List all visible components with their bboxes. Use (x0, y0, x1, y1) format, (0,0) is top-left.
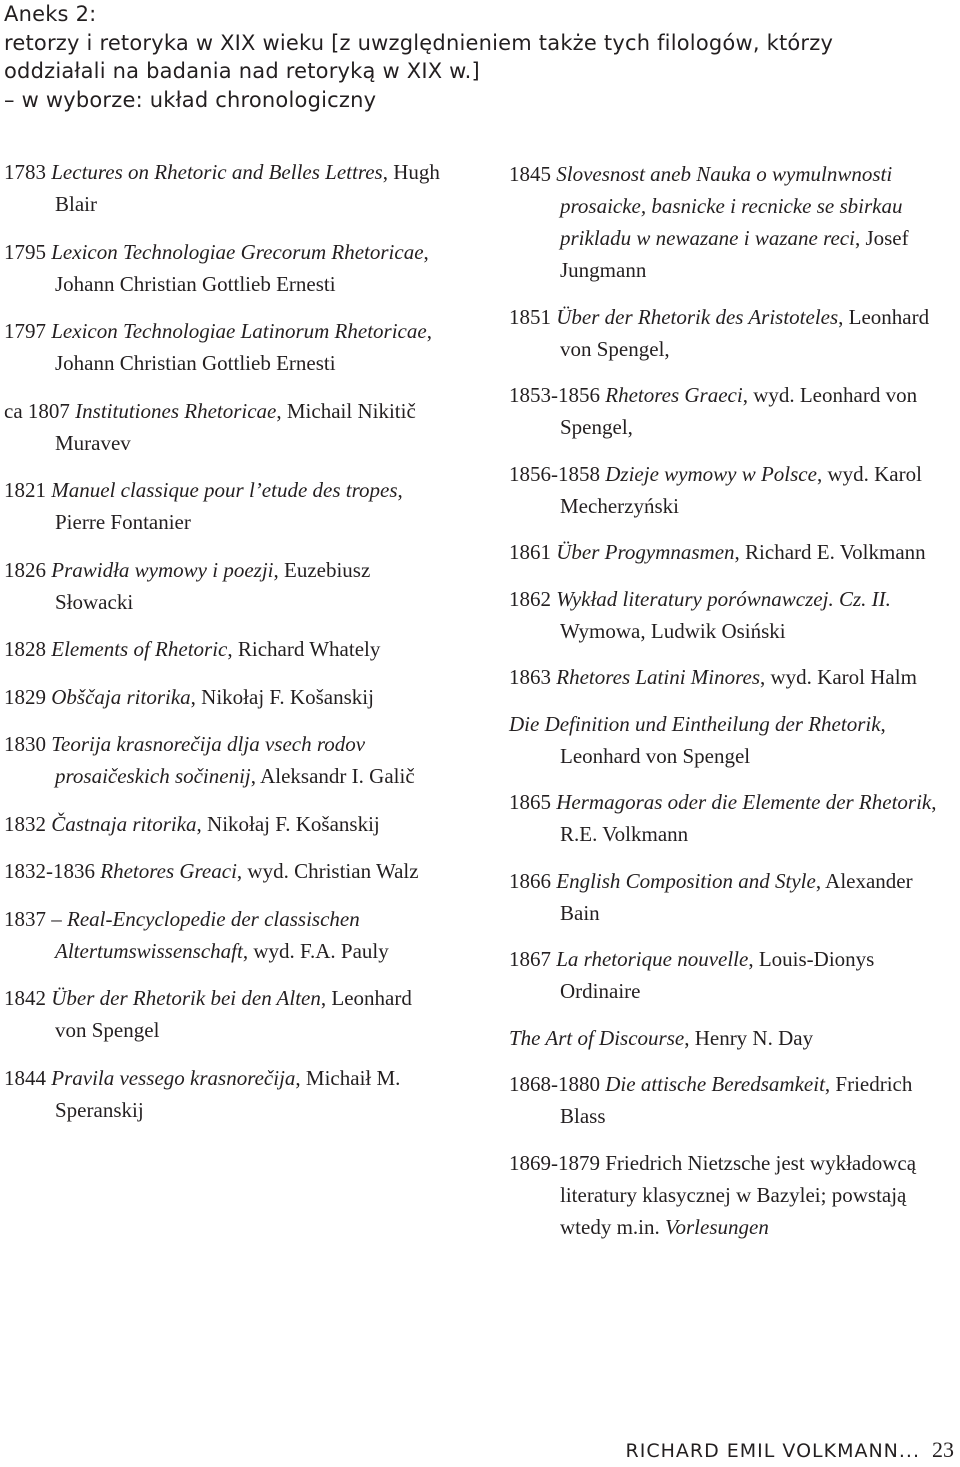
entry-year: 1832 (4, 811, 52, 836)
entry-details: , Aleksandr I. Galič (250, 764, 415, 788)
left-column-list (4, 156, 444, 1141)
bibliography-entry (509, 1068, 949, 1132)
bibliography-entry (509, 458, 949, 522)
bibliography-entry (4, 1062, 444, 1126)
bibliography-entry (509, 786, 949, 850)
entry-details: , wyd. Karol Halm (760, 665, 917, 689)
bibliography-entry (4, 633, 444, 665)
entry-details: , Michaił M. Speranskij (55, 1065, 401, 1122)
entry-year: ca 1807 (4, 398, 76, 423)
running-title: RICHARD EMIL VOLKMANN... (625, 1440, 920, 1462)
entry-title: Über Progymnasmen (556, 540, 735, 564)
entry-year: 1866 (509, 868, 557, 893)
entry-year: 1845 (509, 162, 557, 186)
bibliography-entry (4, 681, 444, 713)
entry-title: Pravila vessego krasnorečija (51, 1065, 296, 1090)
bibliography-entry (509, 1147, 949, 1243)
entry-title: La rhetorique nouvelle (556, 947, 749, 971)
bibliography-entry (509, 536, 949, 568)
bibliography-entry (509, 661, 949, 693)
appendix-subtitle-line-2: oddziałali na badania nad retoryką w XIX w.] (4, 59, 480, 83)
entry-details: , wyd. Leonhard von Spengel, (560, 383, 918, 439)
entry-year: 1826 (4, 557, 52, 582)
bibliography-entry (4, 808, 444, 840)
page-number: 23 (932, 1437, 954, 1462)
bibliography-entry (509, 865, 949, 929)
bibliography-entry (509, 943, 949, 1007)
entry-title: Wykład literatury porównawczej. Cz. II. (556, 586, 891, 611)
entry-details: , R.E. Volkmann (560, 790, 937, 846)
entry-details: , Alexander Bain (560, 868, 913, 925)
bibliography-entry (509, 301, 949, 365)
entry-title: Manuel classique pour l’etude des tropes (51, 478, 398, 502)
entry-details: , Leonhard von Spengel (560, 711, 886, 768)
entry-title: Die attische Beredsamkeit (605, 1072, 825, 1096)
appendix-subtitle-line-3: – w wyborze: układ chronologiczny (4, 87, 377, 112)
entry-title: Die Definition und Eintheilung der Rhetorik (509, 711, 881, 736)
entry-details: , Richard E. Volkmann (734, 540, 926, 564)
bibliography-entry (4, 395, 444, 459)
entry-title: Rhetores Greaci (100, 859, 237, 883)
entry-year: 1867 (509, 947, 557, 971)
bibliography-entry (509, 379, 949, 443)
entry-year: 1865 (509, 790, 557, 814)
entry-title: Rhetores Graeci (605, 383, 743, 407)
entry-year: 1863 (509, 665, 557, 689)
entry-details: Wymowa, Ludwik Osiński (560, 618, 786, 643)
entry-year: 1853-1856 (509, 383, 606, 407)
bibliography-entry (4, 474, 444, 538)
right-column-list (509, 158, 949, 1257)
entry-title: Lexicon Technologiae Grecorum Rhetoricae (51, 239, 424, 264)
entry-details: , Friedrich Blass (560, 1072, 913, 1128)
page-header (4, 0, 944, 114)
entry-year: 1842 (4, 986, 52, 1010)
bibliography-entry (4, 236, 444, 300)
bibliography-entry (4, 315, 444, 379)
entry-details: , wyd. Karol Mecherzyński (560, 461, 922, 518)
entry-title: Über der Rhetorik bei den Alten (51, 986, 321, 1010)
entry-title: Dzieje wymowy w Polsce (605, 461, 817, 486)
entry-title: Lexicon Technologiae Latinorum Rhetoricae (51, 319, 427, 343)
entry-details: , Johann Christian Gottlieb Ernesti (55, 239, 429, 296)
bibliography-entry (4, 156, 444, 220)
entry-title: Obščaja ritorika (51, 684, 191, 709)
entry-year: 1830 (4, 732, 52, 756)
entry-details: , Nikołaj F. Košanskij (190, 684, 374, 709)
entry-year: 1821 (4, 478, 52, 502)
bibliography-entry (4, 903, 444, 967)
entry-year: 1832-1836 (4, 859, 101, 883)
entry-year: 1844 (4, 1065, 52, 1090)
entry-title: Über der Rhetorik des Aristoteles (556, 304, 839, 329)
page-footer (626, 1437, 954, 1463)
entry-year: 1868-1880 (509, 1072, 606, 1096)
entry-details: , Leonhard von Spengel, (560, 304, 930, 361)
entry-details: , Leonhard von Spengel (55, 986, 412, 1042)
entry-year: 1795 (4, 239, 52, 264)
entry-year: 1862 (509, 586, 557, 611)
bibliography-entry (509, 708, 949, 772)
entry-title: Teorija krasnorečija dlja vsech rodov prosaičeskich sočinenij (51, 732, 366, 788)
entry-details: , wyd. Christian Walz (236, 859, 419, 883)
entry-details: , Pierre Fontanier (55, 478, 403, 534)
bibliography-entry (4, 728, 444, 792)
bibliography-entry (509, 158, 949, 286)
entry-year: 1861 (509, 540, 557, 564)
entry-year: 1828 (4, 637, 52, 661)
entry-year: 1783 (4, 160, 52, 184)
entry-details: , Richard Whately (227, 637, 381, 661)
entry-title: Vorlesungen (665, 1214, 769, 1239)
entry-title: Lectures on Rhetoric and Belles Lettres (51, 160, 383, 184)
entry-year: 1797 (4, 319, 52, 343)
entry-details: Friedrich Nietzsche jest wykładowcą literatury klasycznej w Bazylei; powstają wtedy m.in. (560, 1150, 917, 1239)
entry-title: Real-Encyclopedie der classischen Altertumswissenschaft (55, 906, 360, 963)
entry-title: Prawidła wymowy i poezji (51, 557, 274, 582)
entry-details: , wyd. F.A. Pauly (242, 938, 389, 963)
entry-title: Hermagoras oder die Elemente der Rhetorik (556, 790, 932, 814)
entry-title: Rhetores Latini Minores (556, 665, 761, 689)
entry-details: , Henry N. Day (684, 1025, 814, 1050)
bibliography-entry (509, 583, 949, 647)
entry-year: 1851 (509, 304, 557, 329)
entry-title: Slovesnost aneb Nauka o wymulnwnosti prosaicke, basnicke i recnicke se sbirkau prikladu w newazane i wazane reci (556, 162, 903, 250)
entry-year: 1837 – (4, 906, 67, 931)
entry-title: Elements of Rhetoric (51, 637, 228, 661)
entry-details: , Louis-Dionys Ordinaire (560, 947, 875, 1003)
bibliography-entry (4, 554, 444, 618)
bibliography-entry (4, 855, 444, 887)
appendix-subtitle-line-1: retorzy i retoryka w XIX wieku [z uwzględnieniem także tych filologów, którzy (4, 30, 834, 55)
entry-details: , Nikołaj F. Košanskij (196, 811, 380, 836)
entry-year: 1829 (4, 684, 52, 709)
entry-year: 1869-1879 (509, 1150, 606, 1175)
entry-details: , Josef Jungmann (560, 226, 909, 282)
entry-details: , Euzebiusz Słowacki (55, 557, 371, 614)
entry-title: English Composition and Style (556, 868, 816, 893)
entry-details: , Johann Christian Gottlieb Ernesti (55, 319, 432, 375)
entry-title: Častnaja ritorika (51, 811, 197, 836)
entry-details: , Hugh Blair (55, 160, 440, 216)
entry-title: The Art of Discourse (509, 1025, 685, 1050)
bibliography-entry (509, 1022, 949, 1054)
entry-title: Institutiones Rhetoricae (75, 398, 277, 423)
appendix-label: Aneks 2: (4, 2, 97, 26)
bibliography-entry (4, 982, 444, 1046)
entry-details: , Michail Nikitič Muravev (55, 398, 416, 455)
entry-year: 1856-1858 (509, 461, 606, 486)
